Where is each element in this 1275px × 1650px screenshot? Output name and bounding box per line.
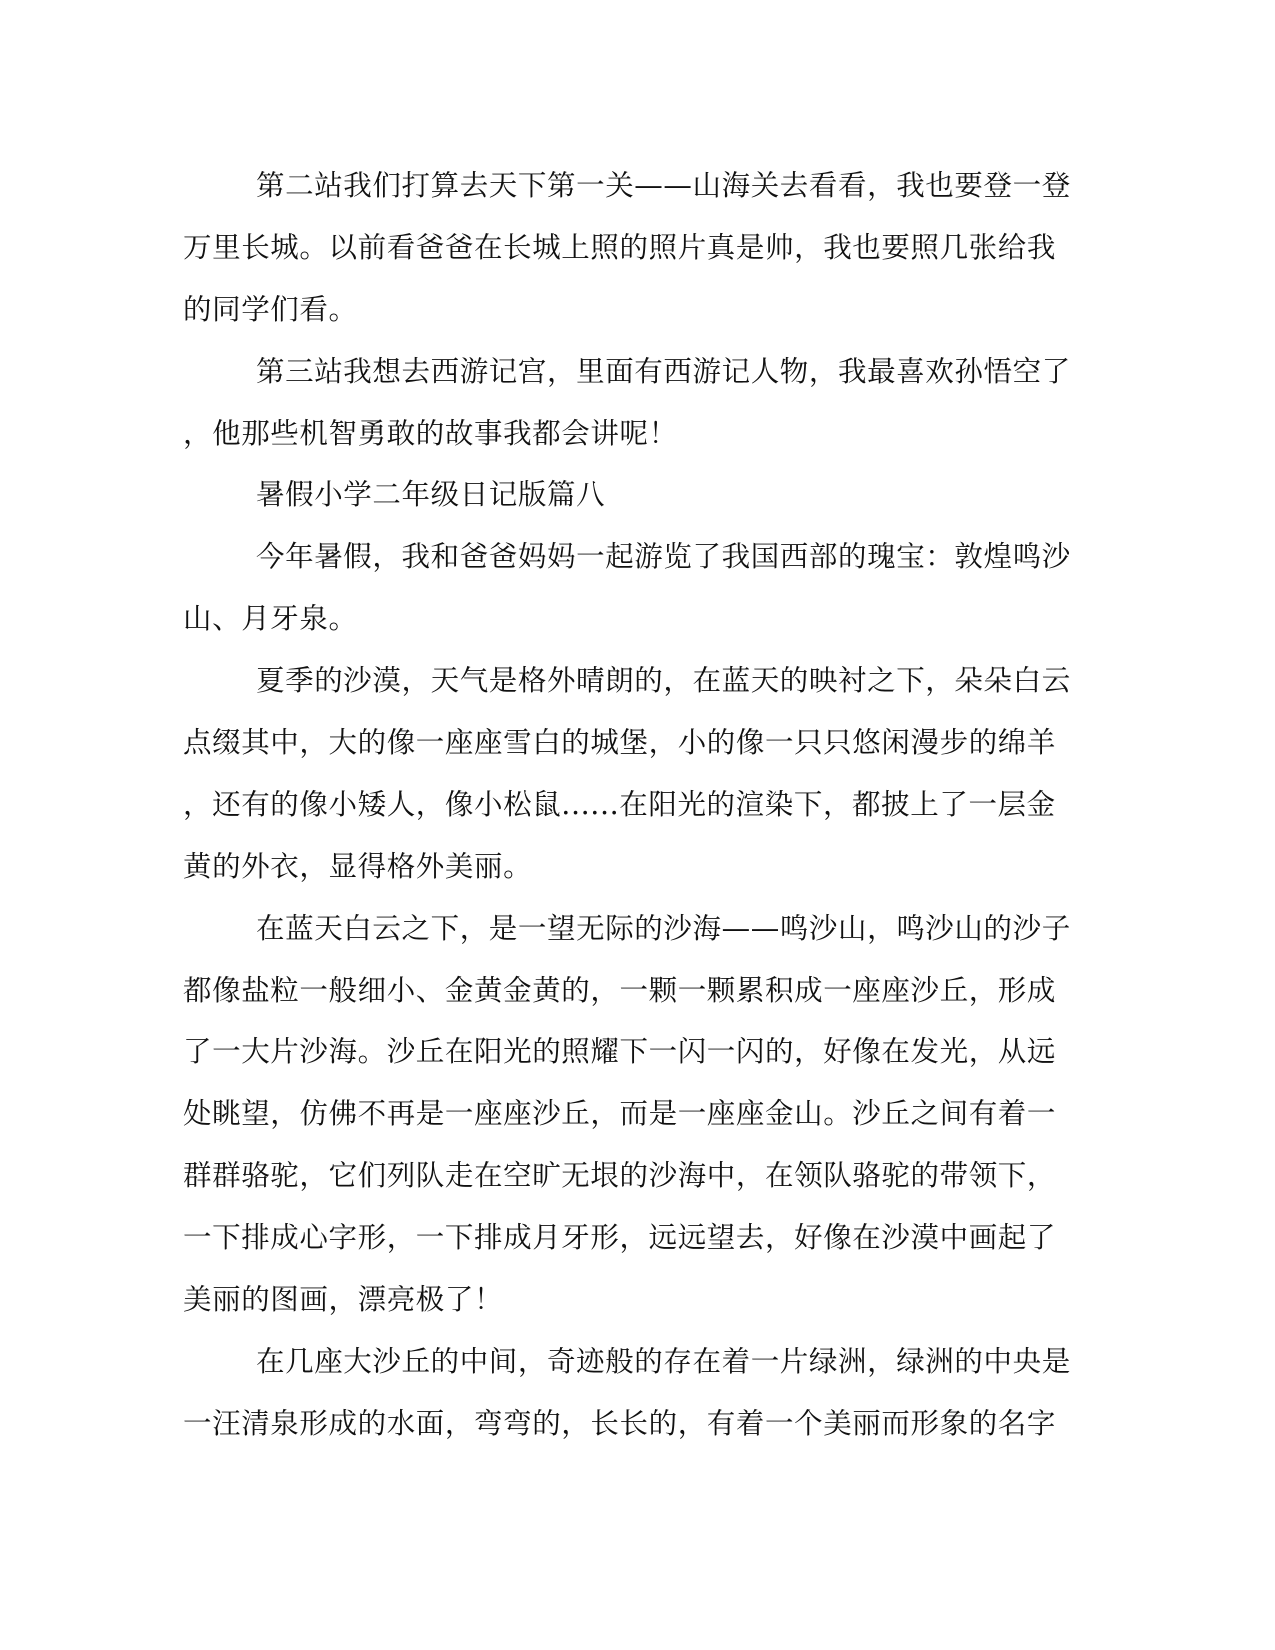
text-line: 一下排成心字形，一下排成月牙形，远远望去，好像在沙漠中画起了	[183, 1221, 1057, 1255]
text-line: 了一大片沙海。沙丘在阳光的照耀下一闪一闪的，好像在发光，从远	[183, 1035, 1057, 1069]
text-line: 万里长城。以前看爸爸在长城上照的照片真是帅，我也要照几张给我	[183, 230, 1057, 264]
text-line: 处眺望，仿佛不再是一座座沙丘，而是一座座金山。沙丘之间有着一	[183, 1097, 1057, 1131]
text-line: 点缀其中，大的像一座座雪白的城堡，小的像一只只悠闲漫步的绵羊	[183, 726, 1057, 760]
text-line: 第三站我想去西游记宫，里面有西游记人物，我最喜欢孙悟空了	[256, 354, 1071, 388]
text-line: 今年暑假，我和爸爸妈妈一起游览了我国西部的瑰宝：敦煌鸣沙	[256, 540, 1071, 574]
text-line: 都像盐粒一般细小、金黄金黄的，一颗一颗累积成一座座沙丘，形成	[183, 973, 1057, 1007]
text-line: 第二站我们打算去天下第一关——山海关去看看，我也要登一登	[256, 169, 1071, 202]
text-line: 一汪清泉形成的水面，弯弯的，长长的，有着一个美丽而形象的名字	[183, 1406, 1057, 1440]
text-line: 山、月牙泉。	[183, 602, 358, 636]
section-heading: 暑假小学二年级日记版篇八	[256, 478, 606, 512]
document-body	[183, 155, 1071, 1455]
text-line: ，还有的像小矮人，像小松鼠......在阳光的渲染下，都披上了一层金	[183, 787, 1056, 821]
text-line: 夏季的沙漠，天气是格外晴朗的，在蓝天的映衬之下，朵朵白云	[256, 664, 1071, 698]
text-line: 的同学们看。	[183, 292, 358, 326]
text-line: 在蓝天白云之下，是一望无际的沙海——鸣沙山，鸣沙山的沙子	[256, 911, 1071, 945]
text-line: 群群骆驼，它们列队走在空旷无垠的沙海中，在领队骆驼的带领下，	[183, 1159, 1057, 1193]
text-line: 在几座大沙丘的中间，奇迹般的存在着一片绿洲，绿洲的中央是	[256, 1344, 1071, 1378]
text-line: ，他那些机智勇敢的故事我都会讲呢！	[183, 416, 678, 450]
text-line: 黄的外衣，显得格外美丽。	[183, 849, 533, 883]
text-line: 美丽的图画，漂亮极了！	[183, 1283, 504, 1317]
